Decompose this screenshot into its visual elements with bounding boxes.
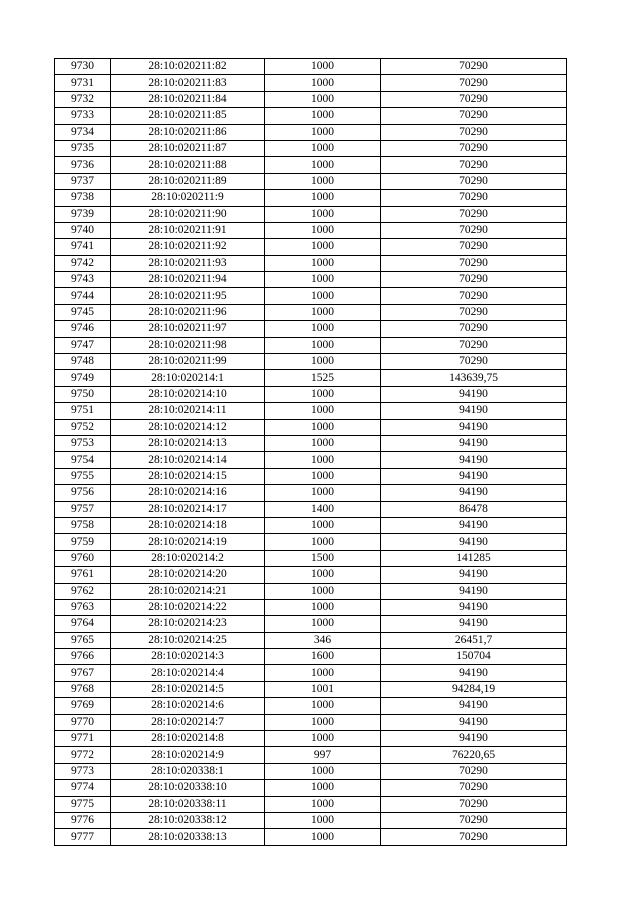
- row-number-cell: 9764: [55, 616, 111, 632]
- table-row: [55, 485, 567, 501]
- cadastral-number-cell: 28:10:020211:82: [111, 59, 265, 75]
- table-row: [55, 517, 567, 533]
- cadastral-number-cell: 28:10:020211:92: [111, 239, 265, 255]
- value-cell: 70290: [381, 272, 567, 288]
- row-number-cell: 9770: [55, 714, 111, 730]
- table-row: [55, 468, 567, 484]
- area-cell: 1000: [265, 435, 381, 451]
- area-cell: 1000: [265, 386, 381, 402]
- area-cell: 1000: [265, 239, 381, 255]
- row-number-cell: 9750: [55, 386, 111, 402]
- value-cell: 70290: [381, 354, 567, 370]
- cadastral-number-cell: 28:10:020338:10: [111, 780, 265, 796]
- value-cell: 70290: [381, 173, 567, 189]
- row-number-cell: 9768: [55, 681, 111, 697]
- row-number-cell: 9737: [55, 173, 111, 189]
- table-row: [55, 108, 567, 124]
- area-cell: 1000: [265, 583, 381, 599]
- table-row: [55, 731, 567, 747]
- value-cell: 70290: [381, 780, 567, 796]
- value-cell: 70290: [381, 190, 567, 206]
- area-cell: 1000: [265, 452, 381, 468]
- area-cell: 1000: [265, 304, 381, 320]
- cadastral-number-cell: 28:10:020214:25: [111, 632, 265, 648]
- area-cell: 1000: [265, 714, 381, 730]
- table-row: [55, 255, 567, 271]
- row-number-cell: 9738: [55, 190, 111, 206]
- row-number-cell: 9747: [55, 337, 111, 353]
- cadastral-number-cell: 28:10:020214:16: [111, 485, 265, 501]
- area-cell: 1000: [265, 419, 381, 435]
- table-row: [55, 206, 567, 222]
- row-number-cell: 9761: [55, 567, 111, 583]
- area-cell: 1000: [265, 272, 381, 288]
- row-number-cell: 9751: [55, 403, 111, 419]
- value-cell: 70290: [381, 108, 567, 124]
- cadastral-number-cell: 28:10:020214:2: [111, 550, 265, 566]
- area-cell: 1000: [265, 337, 381, 353]
- table-row: [55, 583, 567, 599]
- value-cell: 94190: [381, 435, 567, 451]
- value-cell: 70290: [381, 140, 567, 156]
- cadastral-number-cell: 28:10:020338:13: [111, 829, 265, 845]
- area-cell: 1000: [265, 599, 381, 615]
- row-number-cell: 9746: [55, 321, 111, 337]
- cadastral-number-cell: 28:10:020214:20: [111, 567, 265, 583]
- area-cell: 1000: [265, 468, 381, 484]
- value-cell: 70290: [381, 59, 567, 75]
- area-cell: 1000: [265, 140, 381, 156]
- table-row: [55, 599, 567, 615]
- row-number-cell: 9756: [55, 485, 111, 501]
- row-number-cell: 9777: [55, 829, 111, 845]
- cadastral-table: [54, 58, 567, 846]
- row-number-cell: 9772: [55, 747, 111, 763]
- row-number-cell: 9731: [55, 75, 111, 91]
- area-cell: 1000: [265, 190, 381, 206]
- cadastral-number-cell: 28:10:020211:90: [111, 206, 265, 222]
- cadastral-number-cell: 28:10:020214:23: [111, 616, 265, 632]
- table-row: [55, 75, 567, 91]
- cadastral-number-cell: 28:10:020214:12: [111, 419, 265, 435]
- cadastral-number-cell: 28:10:020214:11: [111, 403, 265, 419]
- area-cell: 1000: [265, 665, 381, 681]
- row-number-cell: 9774: [55, 780, 111, 796]
- cadastral-number-cell: 28:10:020214:5: [111, 681, 265, 697]
- table-row: [55, 337, 567, 353]
- cadastral-number-cell: 28:10:020214:15: [111, 468, 265, 484]
- row-number-cell: 9755: [55, 468, 111, 484]
- table-row: [55, 829, 567, 845]
- row-number-cell: 9749: [55, 370, 111, 386]
- table-row: [55, 452, 567, 468]
- cadastral-number-cell: 28:10:020211:86: [111, 124, 265, 140]
- table-row: [55, 435, 567, 451]
- cadastral-number-cell: 28:10:020211:96: [111, 304, 265, 320]
- area-cell: 1400: [265, 501, 381, 517]
- value-cell: 70290: [381, 222, 567, 238]
- row-number-cell: 9752: [55, 419, 111, 435]
- value-cell: 70290: [381, 796, 567, 812]
- table-row: [55, 649, 567, 665]
- row-number-cell: 9759: [55, 534, 111, 550]
- cadastral-number-cell: 28:10:020214:22: [111, 599, 265, 615]
- value-cell: 94190: [381, 583, 567, 599]
- table-row: [55, 550, 567, 566]
- cadastral-number-cell: 28:10:020211:91: [111, 222, 265, 238]
- table-row: [55, 419, 567, 435]
- area-cell: 1500: [265, 550, 381, 566]
- table-body: [55, 59, 567, 846]
- value-cell: 76220,65: [381, 747, 567, 763]
- cadastral-number-cell: 28:10:020211:97: [111, 321, 265, 337]
- area-cell: 346: [265, 632, 381, 648]
- cadastral-number-cell: 28:10:020338:11: [111, 796, 265, 812]
- area-cell: 1000: [265, 108, 381, 124]
- table-row: [55, 59, 567, 75]
- area-cell: 1000: [265, 321, 381, 337]
- cadastral-number-cell: 28:10:020214:18: [111, 517, 265, 533]
- row-number-cell: 9732: [55, 91, 111, 107]
- area-cell: 1000: [265, 517, 381, 533]
- cadastral-number-cell: 28:10:020214:9: [111, 747, 265, 763]
- value-cell: 70290: [381, 239, 567, 255]
- cadastral-number-cell: 28:10:020214:19: [111, 534, 265, 550]
- cadastral-number-cell: 28:10:020214:14: [111, 452, 265, 468]
- row-number-cell: 9736: [55, 157, 111, 173]
- table-row: [55, 501, 567, 517]
- cadastral-number-cell: 28:10:020211:87: [111, 140, 265, 156]
- row-number-cell: 9767: [55, 665, 111, 681]
- row-number-cell: 9758: [55, 517, 111, 533]
- cadastral-number-cell: 28:10:020211:88: [111, 157, 265, 173]
- area-cell: 1001: [265, 681, 381, 697]
- cadastral-number-cell: 28:10:020214:6: [111, 698, 265, 714]
- area-cell: 1000: [265, 222, 381, 238]
- value-cell: 143639,75: [381, 370, 567, 386]
- area-cell: 1000: [265, 829, 381, 845]
- row-number-cell: 9741: [55, 239, 111, 255]
- value-cell: 70290: [381, 763, 567, 779]
- row-number-cell: 9748: [55, 354, 111, 370]
- cadastral-number-cell: 28:10:020214:7: [111, 714, 265, 730]
- value-cell: 26451,7: [381, 632, 567, 648]
- value-cell: 94190: [381, 534, 567, 550]
- cadastral-number-cell: 28:10:020214:10: [111, 386, 265, 402]
- row-number-cell: 9773: [55, 763, 111, 779]
- table-row: [55, 288, 567, 304]
- table-row: [55, 157, 567, 173]
- cadastral-number-cell: 28:10:020211:84: [111, 91, 265, 107]
- value-cell: 70290: [381, 337, 567, 353]
- cadastral-number-cell: 28:10:020211:98: [111, 337, 265, 353]
- row-number-cell: 9745: [55, 304, 111, 320]
- area-cell: 1000: [265, 567, 381, 583]
- cadastral-number-cell: 28:10:020338:1: [111, 763, 265, 779]
- area-cell: 1000: [265, 206, 381, 222]
- row-number-cell: 9742: [55, 255, 111, 271]
- area-cell: 1000: [265, 534, 381, 550]
- table-row: [55, 173, 567, 189]
- value-cell: 94284,19: [381, 681, 567, 697]
- area-cell: 1000: [265, 485, 381, 501]
- table-row: [55, 616, 567, 632]
- row-number-cell: 9734: [55, 124, 111, 140]
- table-row: [55, 140, 567, 156]
- table-row: [55, 698, 567, 714]
- area-cell: 1000: [265, 255, 381, 271]
- cadastral-number-cell: 28:10:020214:1: [111, 370, 265, 386]
- table-row: [55, 190, 567, 206]
- value-cell: 94190: [381, 386, 567, 402]
- area-cell: 1000: [265, 354, 381, 370]
- table-row: [55, 272, 567, 288]
- row-number-cell: 9753: [55, 435, 111, 451]
- table-row: [55, 403, 567, 419]
- value-cell: 86478: [381, 501, 567, 517]
- value-cell: 94190: [381, 665, 567, 681]
- value-cell: 94190: [381, 616, 567, 632]
- area-cell: 1000: [265, 812, 381, 828]
- row-number-cell: 9754: [55, 452, 111, 468]
- table-row: [55, 780, 567, 796]
- table-row: [55, 239, 567, 255]
- cadastral-number-cell: 28:10:020211:85: [111, 108, 265, 124]
- row-number-cell: 9766: [55, 649, 111, 665]
- value-cell: 94190: [381, 452, 567, 468]
- cadastral-number-cell: 28:10:020214:21: [111, 583, 265, 599]
- row-number-cell: 9740: [55, 222, 111, 238]
- value-cell: 94190: [381, 599, 567, 615]
- value-cell: 94190: [381, 403, 567, 419]
- area-cell: 1000: [265, 173, 381, 189]
- value-cell: 94190: [381, 468, 567, 484]
- row-number-cell: 9735: [55, 140, 111, 156]
- row-number-cell: 9771: [55, 731, 111, 747]
- value-cell: 141285: [381, 550, 567, 566]
- row-number-cell: 9765: [55, 632, 111, 648]
- table-row: [55, 763, 567, 779]
- table-row: [55, 222, 567, 238]
- table-row: [55, 304, 567, 320]
- area-cell: 1000: [265, 59, 381, 75]
- area-cell: 1000: [265, 403, 381, 419]
- row-number-cell: 9744: [55, 288, 111, 304]
- value-cell: 70290: [381, 75, 567, 91]
- value-cell: 94190: [381, 485, 567, 501]
- cadastral-number-cell: 28:10:020214:4: [111, 665, 265, 681]
- value-cell: 70290: [381, 304, 567, 320]
- table-row: [55, 681, 567, 697]
- value-cell: 150704: [381, 649, 567, 665]
- value-cell: 70290: [381, 157, 567, 173]
- table-row: [55, 714, 567, 730]
- row-number-cell: 9776: [55, 812, 111, 828]
- area-cell: 1525: [265, 370, 381, 386]
- cadastral-number-cell: 28:10:020211:83: [111, 75, 265, 91]
- value-cell: 70290: [381, 206, 567, 222]
- value-cell: 94190: [381, 698, 567, 714]
- value-cell: 94190: [381, 731, 567, 747]
- area-cell: 997: [265, 747, 381, 763]
- cadastral-number-cell: 28:10:020214:8: [111, 731, 265, 747]
- area-cell: 1600: [265, 649, 381, 665]
- value-cell: 70290: [381, 829, 567, 845]
- cadastral-number-cell: 28:10:020211:95: [111, 288, 265, 304]
- row-number-cell: 9775: [55, 796, 111, 812]
- value-cell: 70290: [381, 91, 567, 107]
- area-cell: 1000: [265, 763, 381, 779]
- row-number-cell: 9762: [55, 583, 111, 599]
- value-cell: 94190: [381, 517, 567, 533]
- table-row: [55, 567, 567, 583]
- cadastral-number-cell: 28:10:020214:13: [111, 435, 265, 451]
- table-row: [55, 665, 567, 681]
- table-row: [55, 796, 567, 812]
- value-cell: 70290: [381, 321, 567, 337]
- value-cell: 70290: [381, 812, 567, 828]
- row-number-cell: 9757: [55, 501, 111, 517]
- table-row: [55, 534, 567, 550]
- value-cell: 94190: [381, 567, 567, 583]
- area-cell: 1000: [265, 157, 381, 173]
- row-number-cell: 9743: [55, 272, 111, 288]
- cadastral-number-cell: 28:10:020214:17: [111, 501, 265, 517]
- area-cell: 1000: [265, 75, 381, 91]
- table-row: [55, 632, 567, 648]
- value-cell: 70290: [381, 124, 567, 140]
- row-number-cell: 9769: [55, 698, 111, 714]
- row-number-cell: 9739: [55, 206, 111, 222]
- cadastral-number-cell: 28:10:020214:3: [111, 649, 265, 665]
- cadastral-number-cell: 28:10:020211:9: [111, 190, 265, 206]
- cadastral-number-cell: 28:10:020211:94: [111, 272, 265, 288]
- area-cell: 1000: [265, 124, 381, 140]
- table-row: [55, 812, 567, 828]
- table-row: [55, 91, 567, 107]
- value-cell: 94190: [381, 419, 567, 435]
- area-cell: 1000: [265, 616, 381, 632]
- row-number-cell: 9760: [55, 550, 111, 566]
- table-row: [55, 386, 567, 402]
- row-number-cell: 9763: [55, 599, 111, 615]
- cadastral-number-cell: 28:10:020211:93: [111, 255, 265, 271]
- table-row: [55, 370, 567, 386]
- area-cell: 1000: [265, 780, 381, 796]
- value-cell: 94190: [381, 714, 567, 730]
- area-cell: 1000: [265, 698, 381, 714]
- table-row: [55, 321, 567, 337]
- row-number-cell: 9730: [55, 59, 111, 75]
- value-cell: 70290: [381, 255, 567, 271]
- area-cell: 1000: [265, 288, 381, 304]
- cadastral-number-cell: 28:10:020211:99: [111, 354, 265, 370]
- table-row: [55, 354, 567, 370]
- area-cell: 1000: [265, 731, 381, 747]
- row-number-cell: 9733: [55, 108, 111, 124]
- table-row: [55, 747, 567, 763]
- cadastral-number-cell: 28:10:020211:89: [111, 173, 265, 189]
- area-cell: 1000: [265, 91, 381, 107]
- area-cell: 1000: [265, 796, 381, 812]
- cadastral-number-cell: 28:10:020338:12: [111, 812, 265, 828]
- value-cell: 70290: [381, 288, 567, 304]
- table-row: [55, 124, 567, 140]
